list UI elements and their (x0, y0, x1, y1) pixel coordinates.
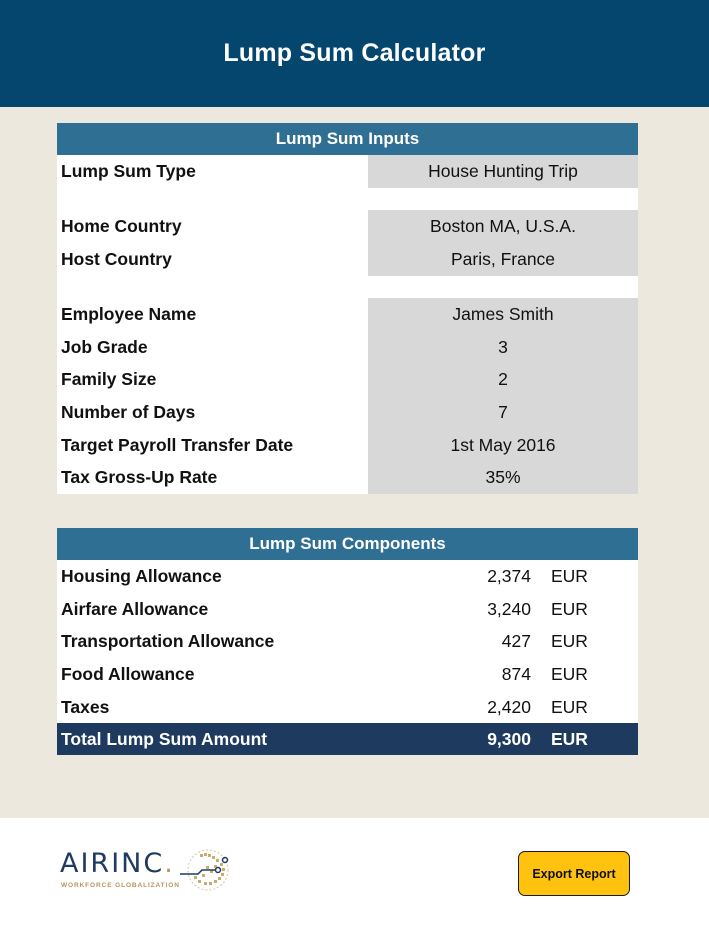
header-bar (0, 0, 709, 107)
component-label: Airfare Allowance (61, 598, 209, 619)
component-currency: EUR (551, 565, 588, 586)
total-label: Total Lump Sum Amount (61, 728, 268, 749)
component-currency: EUR (551, 696, 588, 717)
component-label: Housing Allowance (61, 565, 222, 586)
globe-icon (178, 846, 234, 894)
inputs-panel (57, 123, 638, 494)
input-row-transfer-date (57, 429, 638, 462)
component-currency: EUR (551, 598, 588, 619)
input-row-host-country (57, 243, 638, 276)
tax-rate-field[interactable]: 35% (368, 462, 638, 495)
number-of-days-label: Number of Days (61, 401, 196, 422)
lump-sum-type-field[interactable]: House Hunting Trip (368, 155, 638, 188)
component-row (57, 691, 638, 724)
component-currency: EUR (551, 631, 588, 652)
page-title: Lump Sum Calculator (223, 39, 486, 67)
airinc-logo (60, 848, 232, 904)
transfer-date-field[interactable]: 1st May 2016 (368, 429, 638, 462)
total-row (57, 723, 638, 755)
component-amount: 3,240 (487, 598, 531, 619)
component-label: Taxes (61, 696, 110, 717)
component-row (57, 625, 638, 658)
component-amount: 874 (501, 663, 531, 684)
input-row-home-country (57, 210, 638, 243)
components-panel-title: Lump Sum Components (57, 528, 638, 560)
home-country-field[interactable]: Boston MA, U.S.A. (368, 210, 638, 243)
spacer (57, 276, 638, 299)
spacer (57, 188, 638, 211)
tax-rate-label: Tax Gross-Up Rate (61, 467, 218, 488)
component-row (57, 658, 638, 691)
logo-tagline: WORKFORCE GLOBALIZATION (61, 882, 180, 889)
input-row-tax-rate (57, 462, 638, 495)
input-row-lump-sum-type (57, 155, 638, 188)
component-row (57, 593, 638, 626)
family-size-label: Family Size (61, 369, 157, 390)
component-amount: 2,374 (487, 565, 531, 586)
components-panel (57, 528, 638, 755)
employee-name-field[interactable]: James Smith (368, 298, 638, 331)
component-label: Transportation Allowance (61, 631, 275, 652)
host-country-field[interactable]: Paris, France (368, 243, 638, 276)
number-of-days-field[interactable]: 7 (368, 396, 638, 429)
home-country-label: Home Country (61, 216, 182, 237)
host-country-label: Host Country (61, 248, 172, 269)
transfer-date-label: Target Payroll Transfer Date (61, 434, 294, 455)
input-row-job-grade (57, 331, 638, 364)
lump-sum-type-label: Lump Sum Type (61, 160, 196, 181)
employee-name-label: Employee Name (61, 303, 197, 324)
input-row-family-size (57, 363, 638, 396)
component-label: Food Allowance (61, 663, 195, 684)
total-currency: EUR (551, 728, 588, 749)
component-currency: EUR (551, 663, 588, 684)
inputs-panel-title: Lump Sum Inputs (57, 123, 638, 155)
family-size-field[interactable]: 2 (368, 363, 638, 396)
input-row-number-of-days (57, 396, 638, 429)
component-row (57, 560, 638, 593)
job-grade-field[interactable]: 3 (368, 331, 638, 364)
input-row-employee-name (57, 298, 638, 331)
job-grade-label: Job Grade (61, 336, 148, 357)
logo-wordmark: AIRINC. (60, 848, 175, 879)
export-report-button[interactable]: Export Report (518, 851, 630, 896)
total-amount: 9,300 (487, 728, 531, 749)
component-amount: 2,420 (487, 696, 531, 717)
component-amount: 427 (501, 631, 531, 652)
